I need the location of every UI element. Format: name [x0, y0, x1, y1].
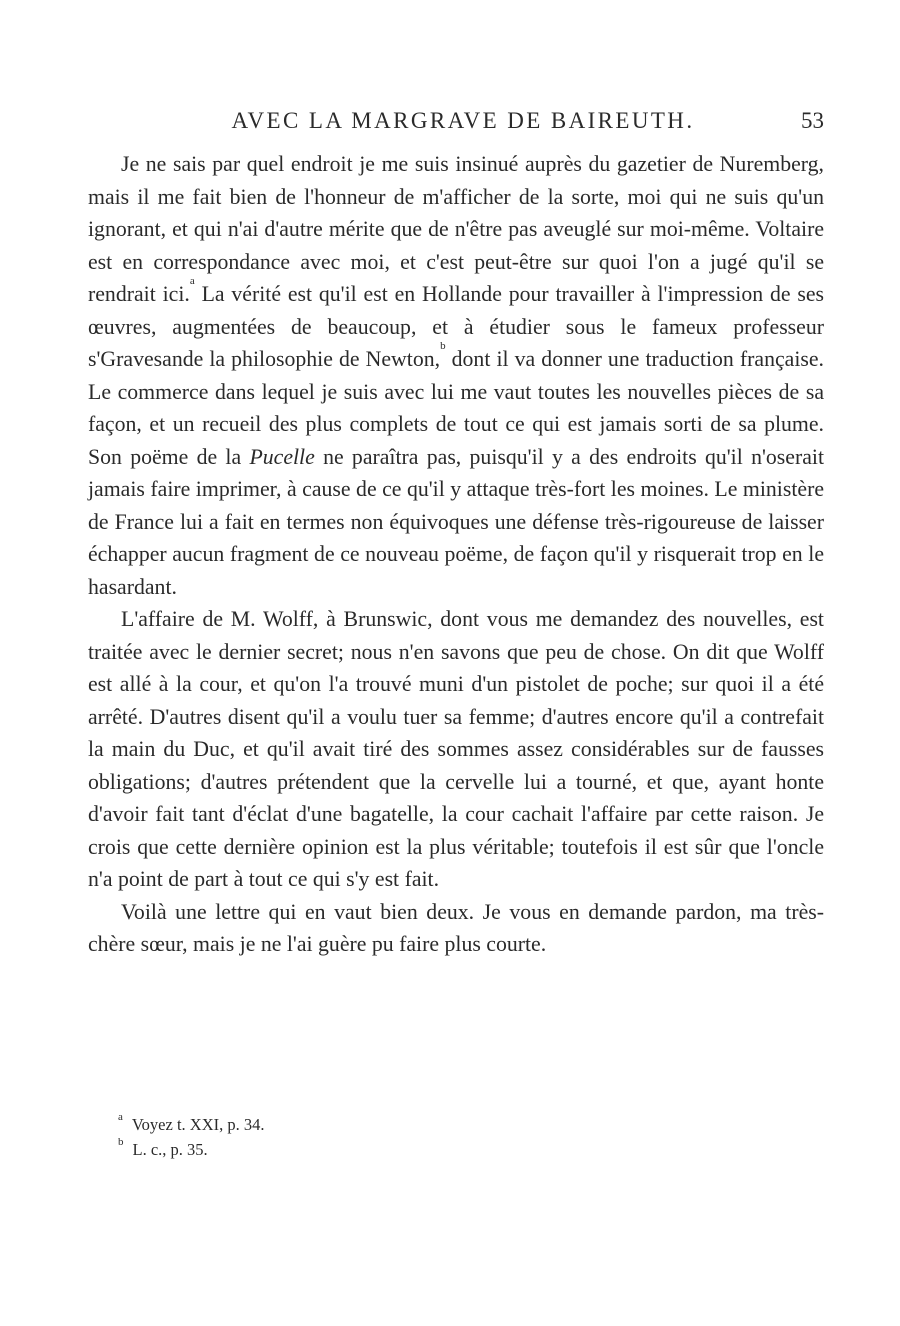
footnote-text: Voyez t. XXI, p. 34.: [131, 1115, 265, 1134]
italic-title: Pucelle: [249, 444, 315, 469]
paragraph-text: dont il va donner une traduction française. Le commerce dans lequel je suis avec lui me vaut toutes les nouvelles pièces de sa façon, et un recueil des plus complets de tout ce qui est jamais sorti de sa plume. Son poëme de la: [88, 347, 824, 469]
running-head-title: AVEC LA MARGRAVE DE BAIREUTH.: [231, 108, 695, 133]
footnote-text: L. c., p. 35.: [132, 1140, 208, 1159]
footnotes: [118, 1112, 718, 1162]
paragraph-text: L'affaire de M. Wolff, à Brunswic, dont vous me demandez des nouvelles, est traitée avec le dernier secret; nous n'en savons que peu de chose. On dit que Wolff est allé à la cour, et qu'on l'a trouvé muni d'un pistolet de poche; sur quoi il a été arrêté. D'autres disent qu'il a voulu tuer sa femme; d'autres encore qu'il a contrefait la main du Duc, et qu'il avait tiré des sommes assez considérables sur de fausses obligations; d'autres prétendent que la cervelle lui a tourné, et que, ayant honte d'avoir fait tant d'éclat d'une bagatelle, la cour cachait l'affaire par cette raison. Je crois que cette dernière opinion est la plus véritable; toutefois il est sûr que l'oncle n'a point de part à tout ce qui s'y est fait.: [88, 607, 824, 891]
running-head: [88, 108, 824, 138]
paragraph-text: La vérité est qu'il est en Hollande pour travailler à l'impression de ses œuvres, augmentées de beaucoup, et à étudier sous le fameux professeur s'Gravesande la philosophie de Newton,: [88, 282, 824, 371]
footnote: [118, 1112, 718, 1137]
paragraph: [88, 148, 824, 603]
footnote-marker: a: [118, 1111, 123, 1123]
paragraph: [88, 896, 824, 961]
paragraph-text: Je ne sais par quel endroit je me suis insinué auprès du gazetier de Nuremberg, mais il me fait bien de l'honneur de m'afficher de la sorte, moi qui ne suis qu'un ignorant, et qui n'ai d'autre mérite que de n'être pas aveuglé sur moi-même. Voltaire est en correspondance avec moi, et c'est peut-être sur quoi l'on a jugé qu'il se rendrait ici.: [88, 152, 824, 306]
paragraph-text: Voilà une lettre qui en vaut bien deux. Je vous en demande pardon, ma très-chère sœur, mais je ne l'ai guère pu faire plus courte.: [88, 899, 824, 956]
page-number: 53: [801, 108, 824, 133]
paragraph: [88, 603, 824, 896]
body-text: [88, 148, 824, 961]
paragraph-text: ne paraîtra pas, puisqu'il y a des endroits qu'il n'oserait jamais faire imprimer, à cause de ce qu'il y attaque très-fort les moines. Le ministère de France lui a fait en termes non équivoques une défense très-rigoureuse de laisser échapper aucun fragment de ce nouveau poëme, de façon qu'il y risquerait trop en le hasardant.: [88, 444, 824, 599]
footnote-reference: a: [189, 275, 195, 287]
footnote-reference: b: [440, 340, 446, 352]
footnote-marker: b: [118, 1136, 124, 1148]
footnote: [118, 1137, 718, 1162]
